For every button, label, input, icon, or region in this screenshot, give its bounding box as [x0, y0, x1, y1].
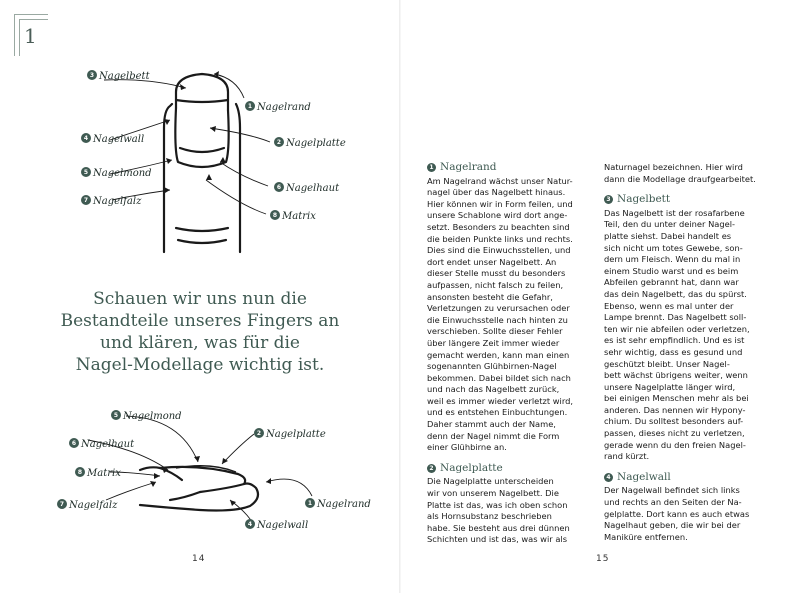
label-num: 5: [113, 412, 119, 419]
body-line: Abfeilen gebrannt hat, dann war: [604, 277, 739, 288]
body-line: Am Nagelrand wächst unser Natur-: [427, 175, 573, 186]
body-line: Das Nagelbett ist der rosafarbene: [604, 207, 745, 218]
label-nagelrand: Nagelrand: [257, 102, 311, 113]
right-page: [400, 0, 800, 593]
label-num: 7: [59, 501, 65, 508]
section-body-nagelrand: [427, 176, 607, 454]
label-num: 6: [71, 440, 77, 447]
label-matrix: Matrix: [282, 211, 316, 222]
label-num: 7: [83, 197, 89, 204]
body-line: sehr wichtig, dass es gesund und: [604, 346, 743, 357]
page-number-left: 14: [192, 554, 206, 564]
label-num: 4: [247, 521, 253, 528]
section-title: Nagelrand: [440, 161, 497, 173]
label-nagelplatte: Nagelplatte: [286, 138, 346, 149]
label-nagelwall: Nagelwall: [93, 134, 145, 145]
body-line: und rechts an den Seiten der Na-: [604, 497, 742, 508]
body-line: dann die Modellage draufgearbeitet.: [604, 173, 756, 184]
section-heading-nagelplatte: [427, 463, 607, 475]
section-body-nagelbett: [604, 208, 782, 463]
body-line: bekommen. Dabei bildet sich nach: [427, 372, 571, 383]
body-line: die beiden Punkte links und rechts.: [427, 233, 573, 244]
body-line: denn der Nagel nimmt die Form: [427, 430, 560, 441]
text-column-1: [427, 162, 607, 546]
body-line: wir von unserem Nagelbett. Die: [427, 488, 559, 499]
body-line: anderen. Das nennen wir Hypony-: [604, 404, 746, 415]
body-line: Der Nagelwall befindet sich links: [604, 485, 740, 496]
body-line: setzt. Besonders zu beachten sind: [427, 221, 570, 232]
body-line: verschieben. Sollte dieser Fehler: [427, 326, 563, 337]
label-nagelmond: Nagelmond: [93, 168, 152, 179]
label-num: 6: [276, 184, 282, 191]
body-line: und nach das Nagelbett zurück,: [427, 384, 560, 395]
body-line: ansonsten besteht die Gefahr,: [427, 291, 553, 302]
label-num: 8: [77, 469, 83, 476]
body-line: geschützt bleibt. Unser Nagel-: [604, 358, 730, 369]
label-num: 8: [272, 212, 278, 219]
label-nagelmond: Nagelmond: [123, 411, 182, 422]
body-line: rand kürzt.: [604, 451, 650, 462]
section-number-badge: 3: [604, 195, 613, 204]
body-line: aufpassen, nicht falsch zu feilen,: [427, 279, 564, 290]
body-line: über längere Zeit immer wieder: [427, 337, 560, 348]
body-line: Platte ist das, was ich oben schon: [427, 499, 568, 510]
body-line: Teil, den du unter deiner Nagel-: [604, 219, 736, 230]
body-line: passen, dieses nicht zu verletzen,: [604, 428, 745, 439]
body-line: platte siehst. Dabei handelt es: [604, 230, 732, 241]
body-line: Hier können wir in Form feilen, und: [427, 198, 573, 209]
label-nagelfalz: Nagelfalz: [93, 196, 142, 207]
body-line: nagel über das Nagelbett hinaus.: [427, 187, 566, 198]
body-line: Die Nagelplatte unterscheiden: [427, 476, 554, 487]
body-line: bett wächst übrigens weiter, wenn: [604, 370, 748, 381]
body-line: Verletzungen zu verursachen oder: [427, 303, 570, 314]
headline-line: Schauen wir uns nun die: [93, 289, 307, 309]
section-heading-nagelbett: [604, 194, 782, 206]
body-line: ten wir nie abfeilen oder verletzen,: [604, 323, 750, 334]
section-number-badge: 2: [427, 464, 436, 473]
body-line: Schichten und ist das, was wir als: [427, 534, 568, 545]
body-line: unsere Schablone wird dort ange-: [427, 210, 568, 221]
label-nagelhaut: Nagelhaut: [81, 439, 135, 450]
section-title: Nagelbett: [617, 193, 671, 206]
label-nagelbett: Nagelbett: [99, 71, 150, 82]
body-line: Naturnagel bezeichnen. Hier wird: [604, 162, 743, 172]
body-line: sich nicht um totes Gewebe, son-: [604, 242, 743, 253]
label-nagelhaut: Nagelhaut: [286, 183, 340, 194]
body-line: einem Studio warst und es beim: [604, 265, 739, 276]
body-line: gerade wenn du den freien Nagel-: [604, 439, 746, 450]
label-matrix: Matrix: [87, 468, 121, 479]
section-body-nagelwall: [604, 485, 782, 543]
body-line: Daher stammt auch der Name,: [427, 419, 556, 430]
label-num: 1: [307, 500, 313, 507]
headline-line: Nagel-Modellage wichtig ist.: [75, 355, 325, 375]
body-line: sogenannten Glühbirnen-Nagel: [427, 361, 557, 372]
body-line: und es entstehen Einbuchtungen.: [427, 407, 568, 418]
label-num: 2: [276, 139, 282, 146]
label-num: 4: [83, 135, 89, 142]
text-column-2: [604, 162, 782, 543]
section-number-badge: 4: [604, 473, 613, 482]
body-line: gelplatte. Dort kann es auch etwas: [604, 508, 750, 519]
label-nagelfalz: Nagelfalz: [69, 500, 118, 511]
finger-front-diagram: [0, 0, 400, 270]
section-title: Nagelplatte: [440, 461, 503, 474]
body-line: Maniküre entfernen.: [604, 531, 688, 542]
body-line: habe. Sie besteht aus drei dünnen: [427, 522, 570, 533]
label-num: 1: [247, 103, 253, 110]
body-line: Lampe brennt. Das Nagelbett soll-: [604, 312, 747, 323]
body-line: es ist sehr empfindlich. Und es ist: [604, 335, 745, 346]
headline-line: und klären, was für die: [100, 333, 300, 353]
label-num: 5: [83, 169, 89, 176]
label-num: 2: [256, 430, 262, 437]
body-line: bei einigen Menschen mehr als bei: [604, 393, 749, 404]
page-number-right: 15: [596, 554, 610, 564]
body-line: dieser Stelle musst du besonders: [427, 268, 566, 279]
body-line: als Hornsubstanz beschrieben: [427, 511, 552, 522]
section-number-badge: 1: [427, 163, 436, 172]
body-line: gemacht werden, kann man einen: [427, 349, 570, 360]
chapter-number: 1: [24, 24, 37, 48]
section-heading-nagelwall: [604, 472, 782, 484]
body-line: Ebenso, wenn es mal unter der: [604, 300, 734, 311]
label-nagelrand: Nagelrand: [317, 499, 371, 510]
body-line: das dein Nagelbett, das du spürst.: [604, 288, 747, 299]
body-line: unsere Nagelplatte länger wird,: [604, 381, 736, 392]
label-num: 3: [89, 72, 95, 79]
body-line: Dies sind die Einwuchsstellen, und: [427, 245, 571, 256]
section-heading-nagelrand: [427, 162, 607, 174]
label-nagelwall: Nagelwall: [257, 520, 309, 531]
body-line: einer Glühbirne an.: [427, 442, 507, 453]
body-line: die Einwuchsstelle nach hinten zu: [427, 314, 568, 325]
page-headline: [50, 288, 350, 376]
section-title: Nagelwall: [617, 470, 671, 483]
headline-line: Bestandteile unseres Fingers an: [60, 311, 340, 331]
label-nagelplatte: Nagelplatte: [266, 429, 326, 440]
section-body-nagelplatte-cont: [604, 162, 782, 185]
body-line: weil es immer wieder verletzt wird,: [427, 395, 574, 406]
body-line: dort endet unser Nagelbett. An: [427, 256, 557, 267]
section-body-nagelplatte: [427, 476, 607, 546]
body-line: Nagelhaut geben, die wir bei der: [604, 520, 741, 531]
body-line: chium. Du solltest besonders auf-: [604, 416, 744, 427]
body-line: dern um Fleisch. Wenn du mal in: [604, 254, 741, 265]
